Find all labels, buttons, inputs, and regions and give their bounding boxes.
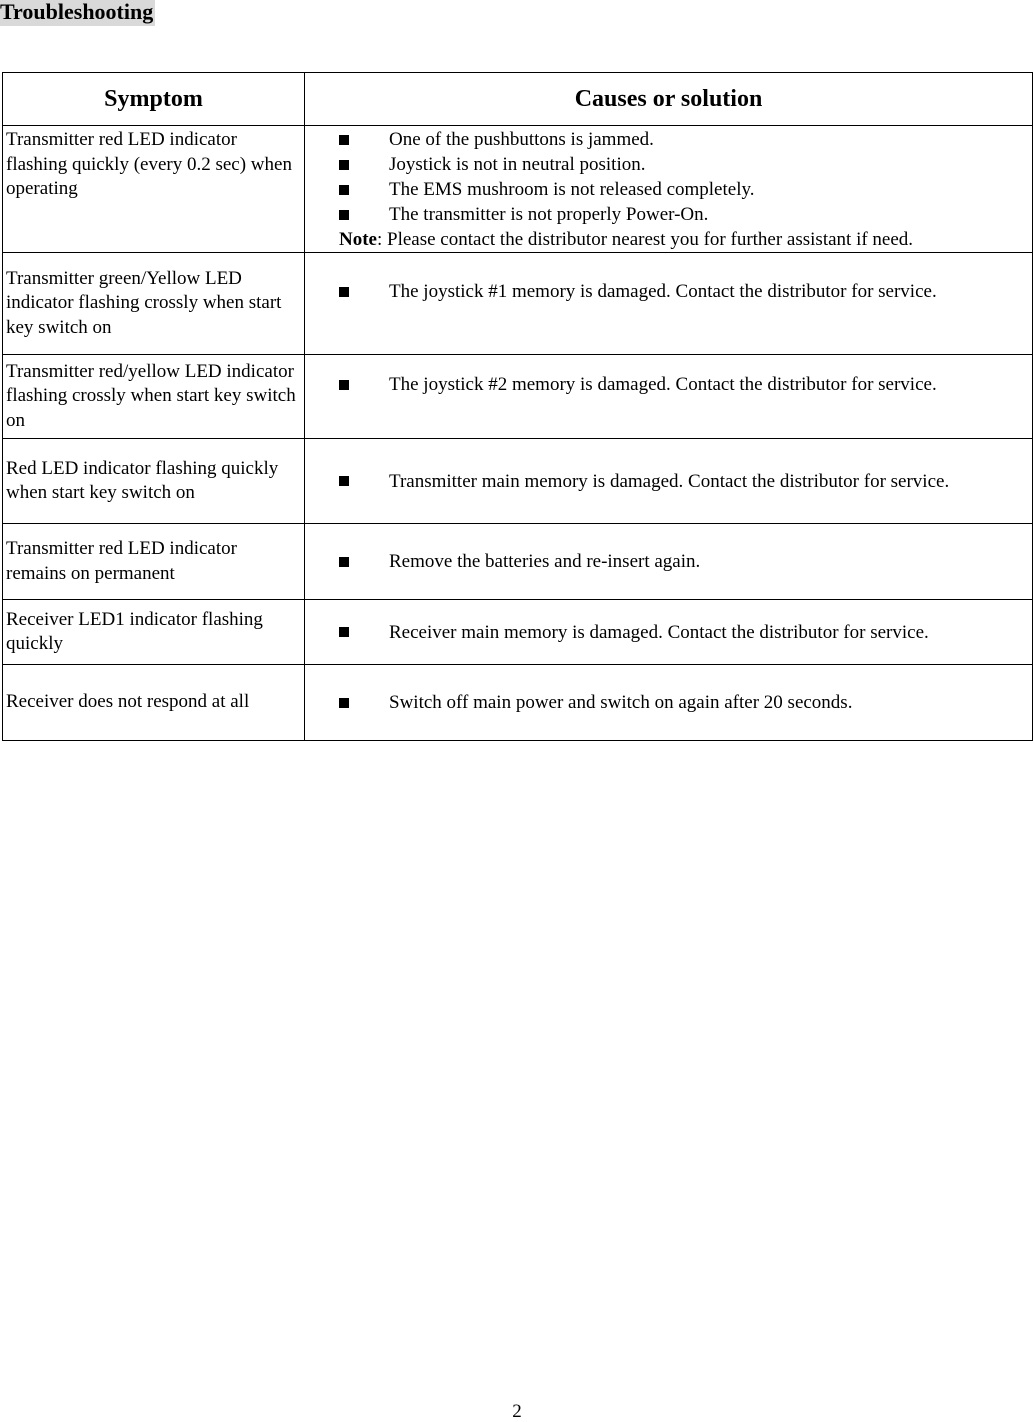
symptom-cell: Transmitter green/Yellow LED indicator flashing crossly when start key switch on	[3, 253, 305, 355]
table-row	[3, 665, 1033, 741]
square-bullet-icon	[339, 287, 349, 297]
list-item	[339, 177, 1032, 202]
symptom-cell: Red LED indicator flashing quickly when start key switch on	[3, 439, 305, 524]
solution-text: The EMS mushroom is not released completely.	[389, 179, 755, 200]
table-header-row	[3, 73, 1033, 126]
solution-cell	[305, 355, 1033, 439]
solution-cell	[305, 439, 1033, 524]
square-bullet-icon	[339, 698, 349, 708]
solution-text: The joystick #1 memory is damaged. Contact the distributor for service.	[389, 281, 937, 302]
symptom-cell: Receiver LED1 indicator flashing quickly	[3, 600, 305, 665]
list-item	[339, 372, 1032, 397]
solution-text: Joystick is not in neutral position.	[389, 154, 646, 175]
solution-text: Remove the batteries and re-insert again.	[389, 551, 701, 572]
list-item	[339, 469, 1032, 494]
list-item	[339, 690, 1032, 715]
solution-column-header: Causes or solution	[305, 73, 1033, 126]
note-line	[339, 227, 1032, 252]
square-bullet-icon	[339, 135, 349, 145]
table-row	[3, 355, 1033, 439]
note-label: Note	[339, 229, 377, 250]
solution-text: The transmitter is not properly Power-On.	[389, 204, 709, 225]
page-number: 2	[512, 1401, 522, 1422]
solution-text: Receiver main memory is damaged. Contact the distributor for service.	[389, 621, 929, 643]
list-item	[339, 620, 1032, 645]
square-bullet-icon	[339, 185, 349, 195]
solution-cell	[305, 524, 1033, 600]
list-item	[339, 202, 1032, 227]
troubleshooting-table	[2, 72, 1033, 741]
note-text: : Please contact the distributor nearest you for further assistant if need.	[376, 229, 914, 250]
list-item	[339, 279, 1032, 304]
list-item	[339, 152, 1032, 177]
solution-cell	[305, 600, 1033, 665]
square-bullet-icon	[339, 210, 349, 220]
table-row	[3, 126, 1033, 253]
solution-cell	[305, 665, 1033, 741]
symptom-cell: Transmitter red LED indicator flashing quickly (every 0.2 sec) when operating	[3, 126, 305, 253]
symptom-cell: Transmitter red/yellow LED indicator flashing crossly when start key switch on	[3, 355, 305, 439]
list-item	[339, 549, 1032, 574]
symptom-column-header: Symptom	[3, 73, 305, 126]
list-item	[339, 127, 1032, 152]
solution-text: The joystick #2 memory is damaged. Contact the distributor for service.	[389, 374, 937, 395]
table-row	[3, 524, 1033, 600]
table-row	[3, 253, 1033, 355]
square-bullet-icon	[339, 557, 349, 567]
table-row	[3, 439, 1033, 524]
square-bullet-icon	[339, 476, 349, 486]
square-bullet-icon	[339, 380, 349, 390]
square-bullet-icon	[339, 160, 349, 170]
symptom-cell: Transmitter red LED indicator remains on permanent	[3, 524, 305, 600]
solution-text: Transmitter main memory is damaged. Contact the distributor for service.	[389, 470, 950, 492]
page-title: Troubleshooting	[0, 0, 154, 24]
solution-cell	[305, 126, 1033, 253]
solution-text: Switch off main power and switch on again after 20 seconds.	[389, 692, 853, 713]
square-bullet-icon	[339, 627, 349, 637]
table-row	[3, 600, 1033, 665]
symptom-cell: Receiver does not respond at all	[3, 665, 305, 741]
solution-text: One of the pushbuttons is jammed.	[389, 129, 654, 150]
solution-cell	[305, 253, 1033, 355]
solution-list	[339, 127, 1032, 227]
